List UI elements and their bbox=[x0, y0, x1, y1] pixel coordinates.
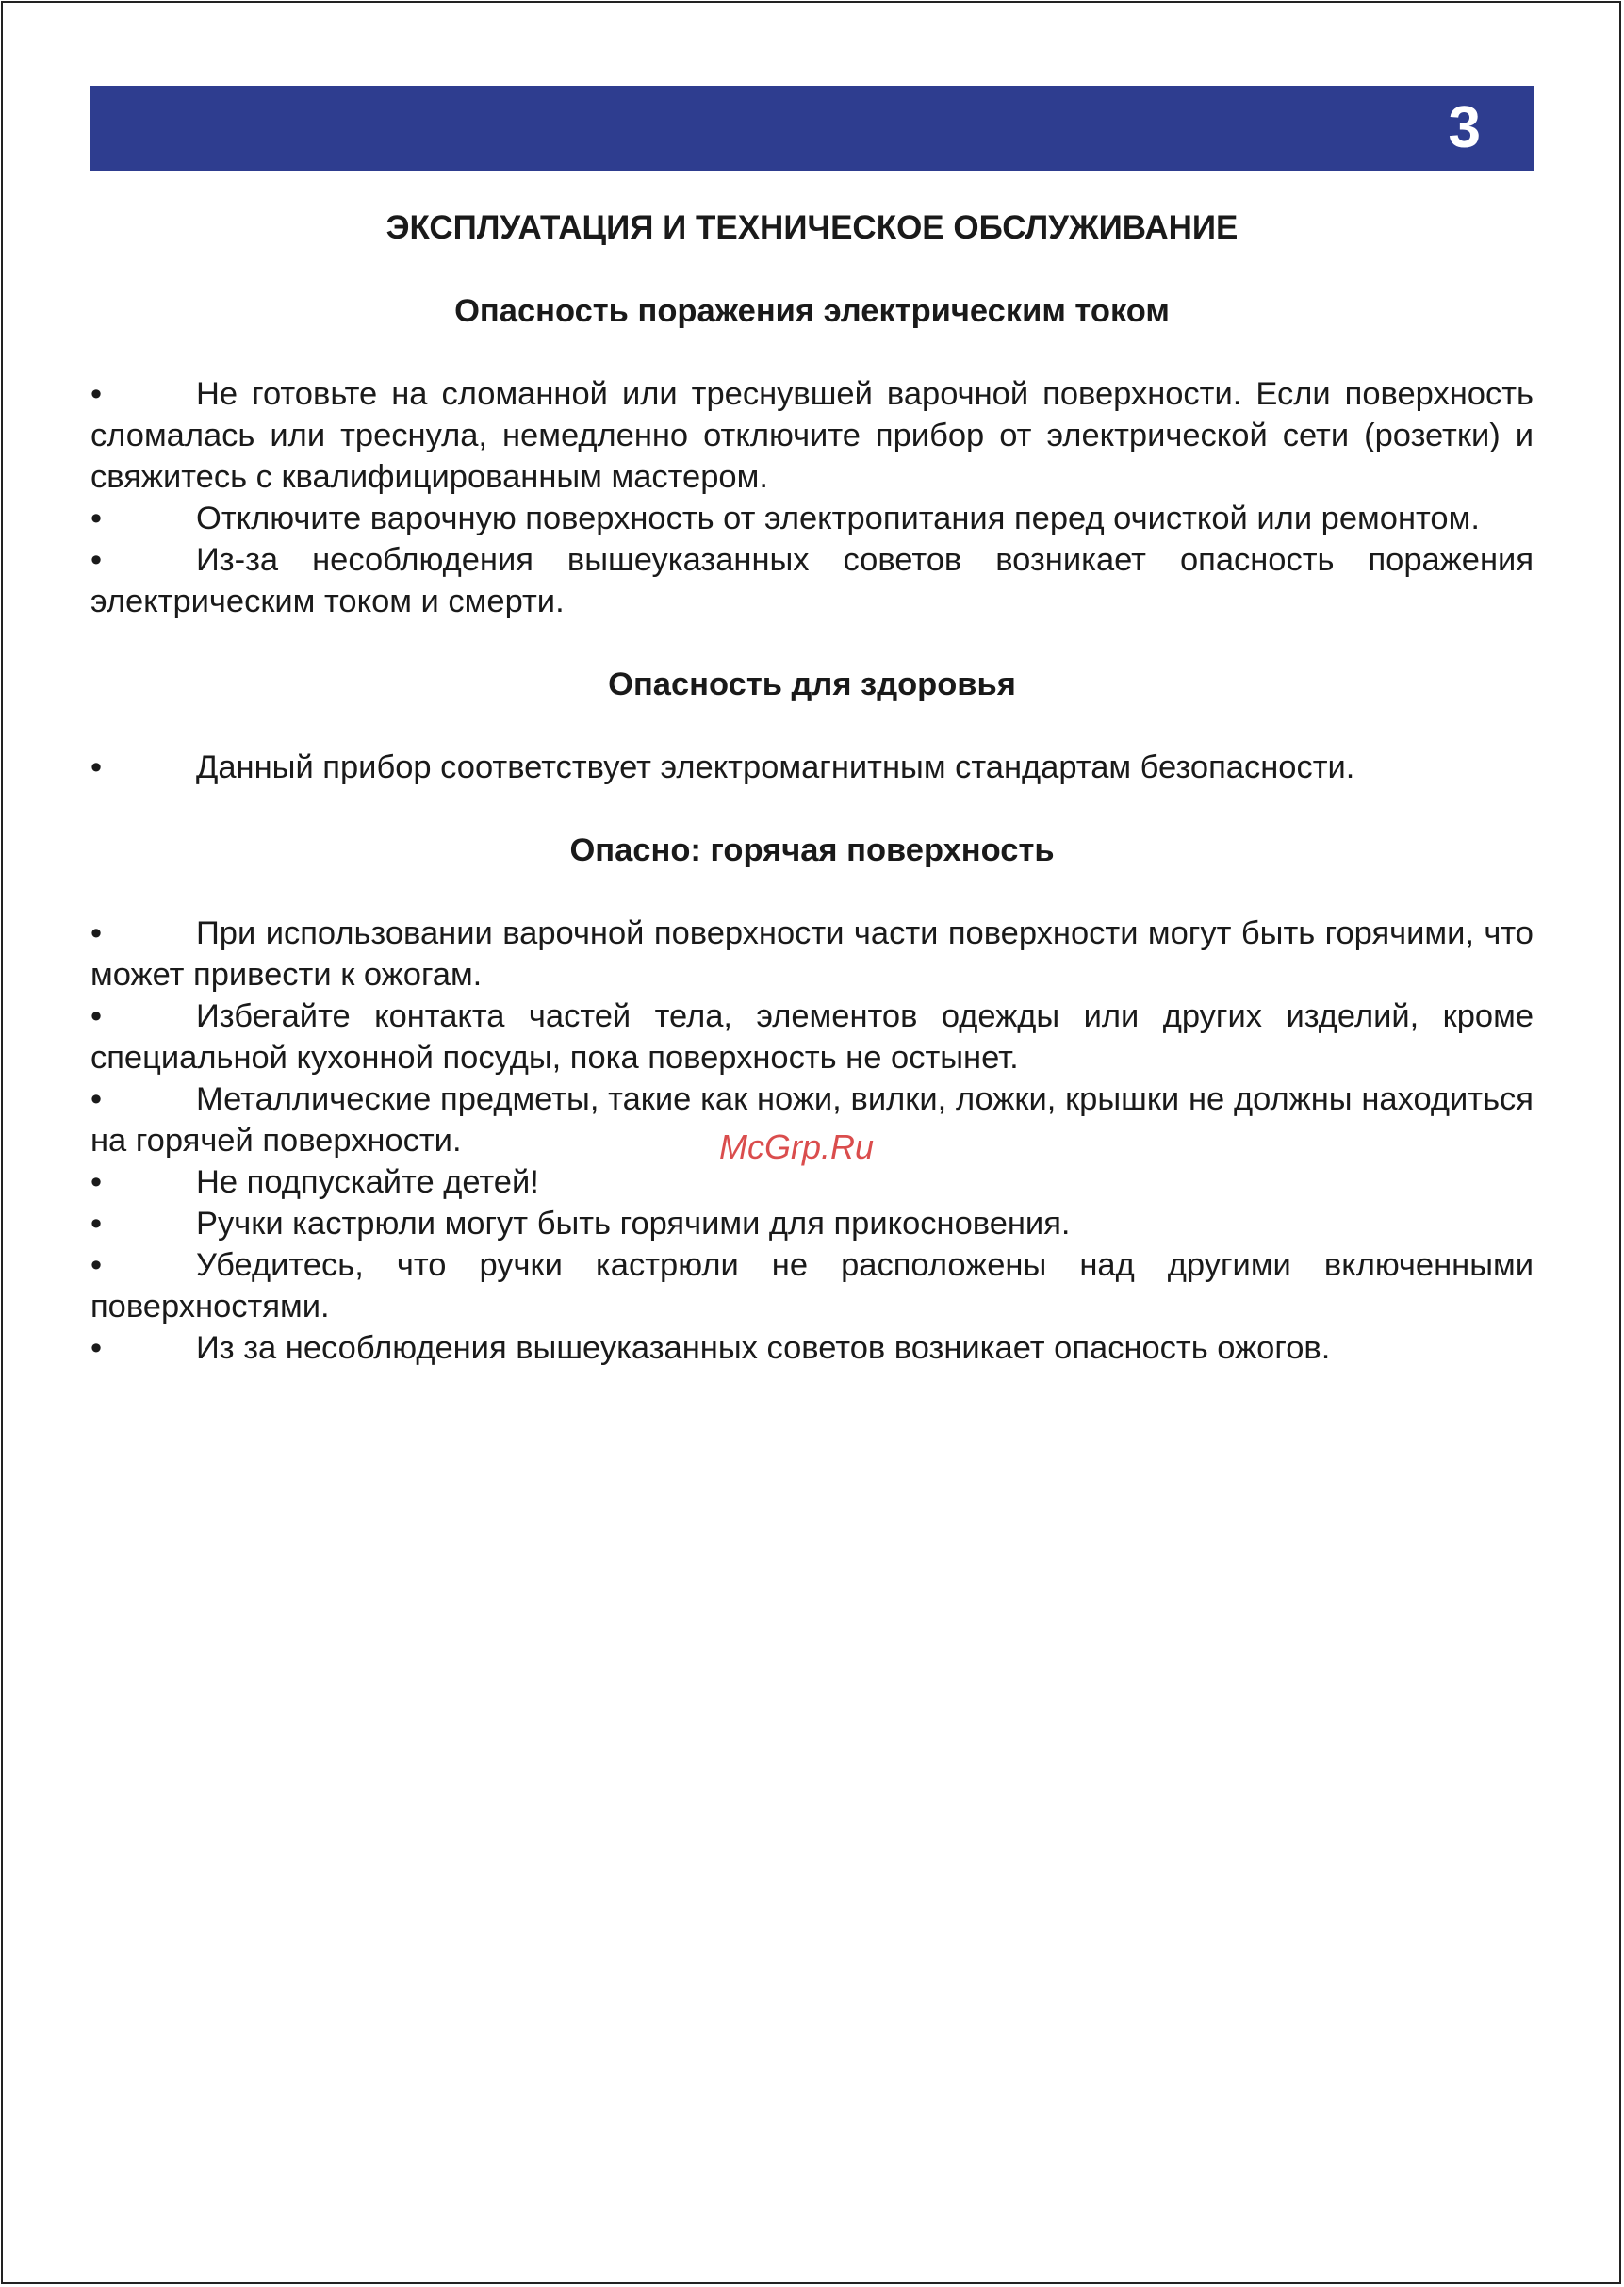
list-item: • Данный прибор соответствует электромагнитным стандартам безопасности. bbox=[90, 747, 1534, 788]
list-item: • Из-за несоблюдения вышеуказанных советов возникает опасность поражения электрическим током и смерти. bbox=[90, 539, 1534, 622]
bullet-list-health bbox=[90, 747, 1534, 788]
main-title: ЭКСПЛУАТАЦИЯ И ТЕХНИЧЕСКОЕ ОБСЛУЖИВАНИЕ bbox=[385, 209, 1239, 246]
bullet-icon: • bbox=[90, 1247, 103, 1283]
bullet-icon: • bbox=[90, 542, 103, 578]
list-item: • При использовании варочной поверхности части поверхности могут быть горячими, что может привести к ожогам. bbox=[90, 913, 1534, 995]
bullet-icon: • bbox=[90, 1081, 103, 1117]
section-title-hot-surface: Опасно: горячая поверхность bbox=[569, 832, 1055, 868]
bullet-icon: • bbox=[90, 1206, 103, 1242]
list-item: • Ручки кастрюли могут быть горячими для прикосновения. bbox=[90, 1203, 1534, 1244]
bullet-icon: • bbox=[90, 376, 103, 412]
bullet-icon: • bbox=[90, 1164, 103, 1200]
page-number: 3 bbox=[1448, 95, 1481, 160]
bullet-icon: • bbox=[90, 998, 103, 1034]
section-title-electric: Опасность поражения электрическим током bbox=[454, 293, 1170, 329]
bullet-list-electric bbox=[90, 373, 1534, 622]
document-content bbox=[90, 198, 1534, 1369]
watermark: McGrp.Ru bbox=[719, 1127, 875, 1166]
bullet-icon: • bbox=[90, 915, 103, 951]
list-item: • Не подпускайте детей! bbox=[90, 1161, 1534, 1203]
list-item: • Металлические предметы, такие как ножи, вилки, ложки, крышки не должны находиться на горячей поверхности. bbox=[90, 1078, 1534, 1161]
list-item: • Избегайте контакта частей тела, элементов одежды или других изделий, кроме специальной кухонной посуды, пока поверхность не остынет. bbox=[90, 995, 1534, 1078]
list-item: • Убедитесь, что ручки кастрюли не расположены над другими включенными поверхностями. bbox=[90, 1244, 1534, 1327]
section-title-health: Опасность для здоровья bbox=[608, 666, 1016, 702]
list-item: • Из за несоблюдения вышеуказанных советов возникает опасность ожогов. bbox=[90, 1327, 1534, 1369]
bullet-icon: • bbox=[90, 1330, 103, 1366]
bullet-icon: • bbox=[90, 749, 103, 785]
list-item: • Отключите варочную поверхность от электропитания перед очисткой или ремонтом. bbox=[90, 498, 1534, 539]
header-bar bbox=[90, 86, 1534, 171]
bullet-icon: • bbox=[90, 501, 103, 536]
list-item: • Не готовьте на сломанной или треснувшей варочной поверхности. Если поверхность сломалась или треснула, немедленно отключите прибор от электрической сети (розетки) и свяжитесь с квалифицированным мастером. bbox=[90, 373, 1534, 498]
